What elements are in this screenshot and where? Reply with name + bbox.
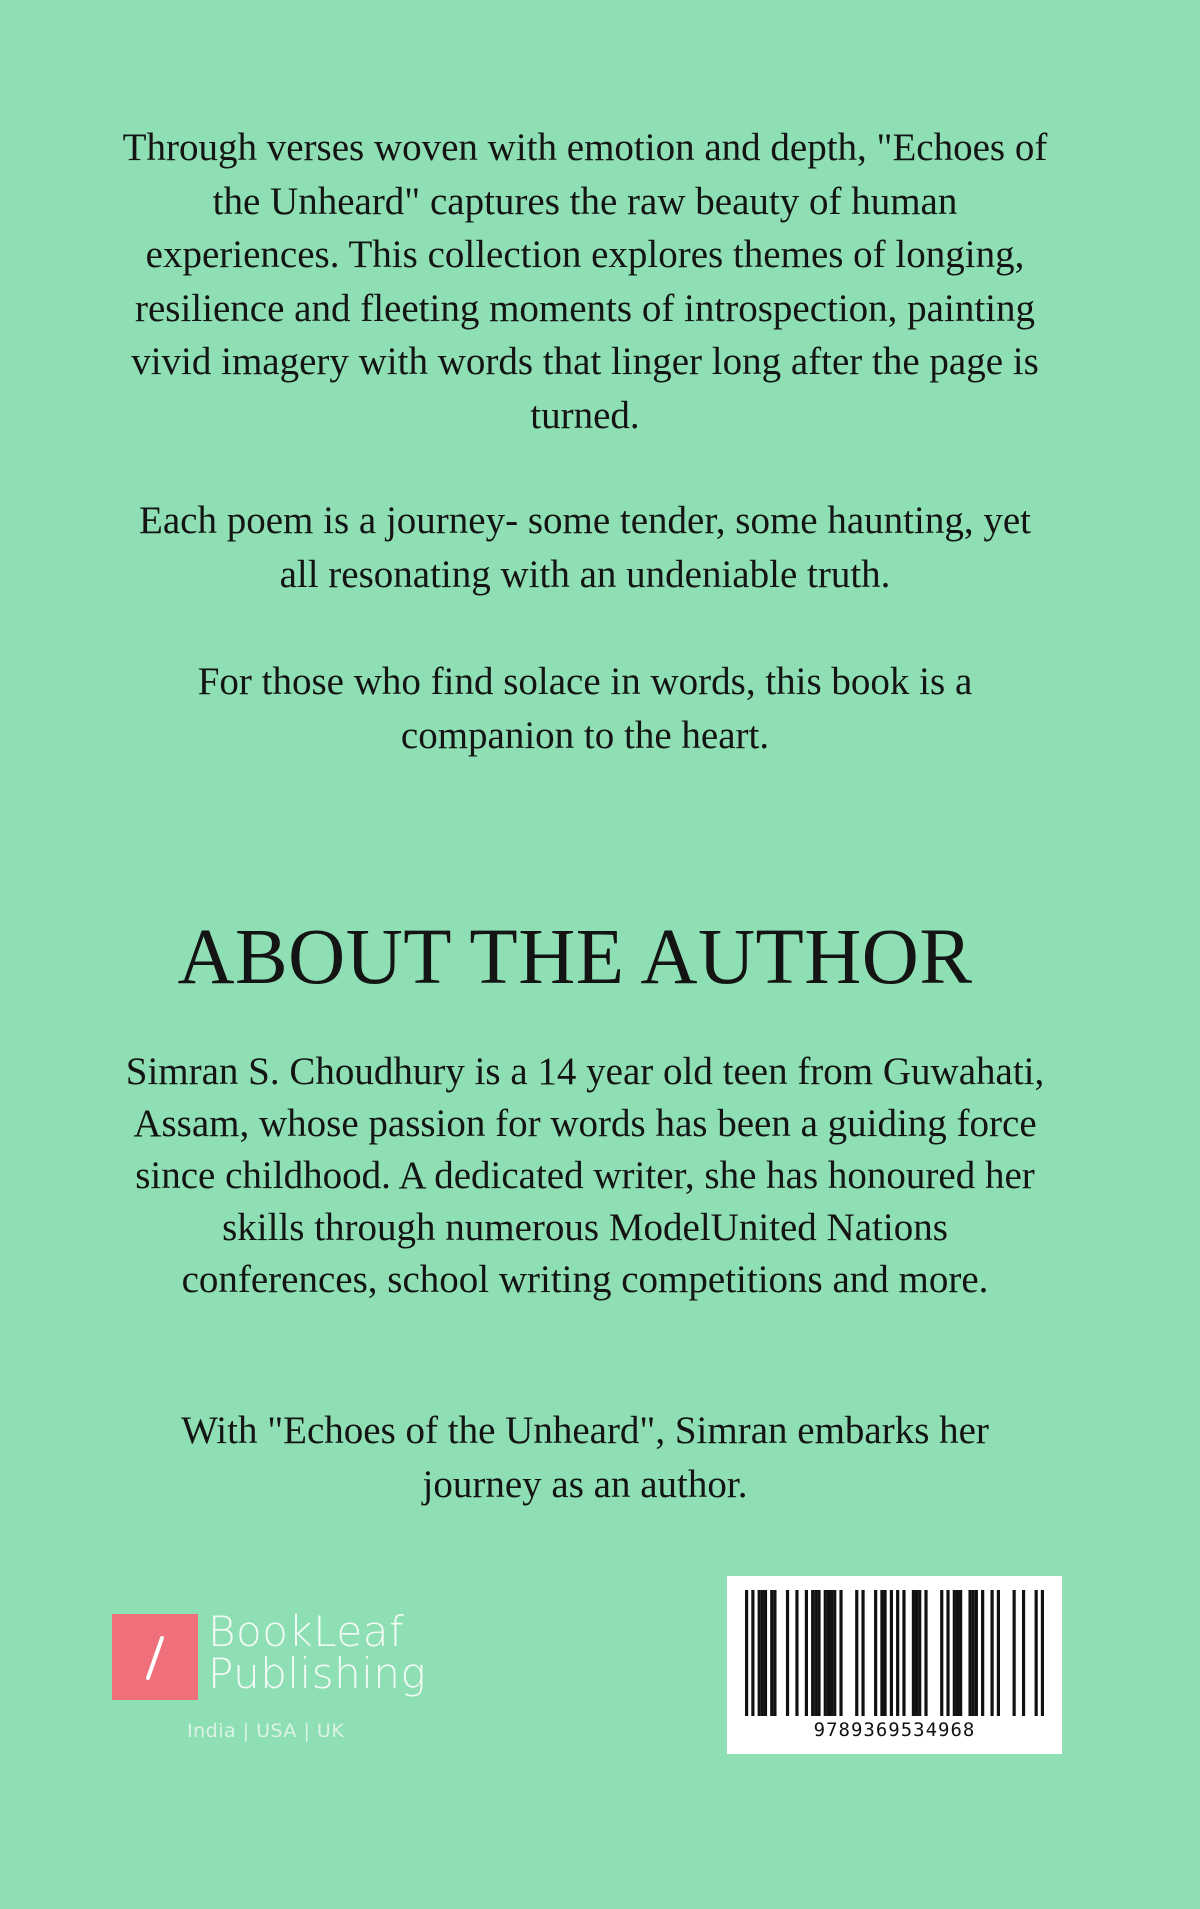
barcode-bar: [814, 1590, 817, 1716]
barcode-bar: [770, 1590, 773, 1716]
barcode-bar: [968, 1590, 971, 1716]
barcode-bar: [786, 1590, 789, 1716]
barcode-icon: [745, 1590, 1044, 1716]
isbn-barcode: [727, 1576, 1062, 1754]
barcode-bar: [751, 1590, 754, 1716]
barcode-bar: [972, 1590, 975, 1716]
barcode-bar: [975, 1590, 978, 1716]
publisher-logo: [112, 1607, 452, 1762]
barcode-bar: [839, 1590, 842, 1716]
barcode-bar: [817, 1590, 820, 1716]
barcode-bar: [1022, 1590, 1025, 1716]
barcode-bar: [764, 1590, 767, 1716]
author-bio-paragraph: Simran S. Choudhury is a 14 year old teen from Guwahati, Assam, whose passion for words has been a guiding force since childhood. A dedicated writer, she has honoured her skills through numerous ModelUnited Nations conferences, school writing competitions and more.: [125, 1050, 1045, 1301]
barcode-bar: [990, 1590, 993, 1716]
barcode-bar: [912, 1590, 915, 1716]
barcode-bar: [874, 1590, 877, 1716]
slash-icon: [112, 1614, 198, 1700]
barcode-bar: [940, 1590, 943, 1716]
publisher-name-line-1: BookLeaf: [208, 1607, 405, 1656]
barcode-bar: [918, 1590, 921, 1716]
barcode-bar: [773, 1590, 776, 1716]
barcode-bar: [946, 1590, 949, 1716]
barcode-bar: [761, 1590, 764, 1716]
barcode-bar: [915, 1590, 918, 1716]
barcode-bar: [956, 1590, 959, 1716]
publisher-name-line-2: Publishing: [208, 1649, 427, 1698]
blurb-paragraph: Each poem is a journey- some tender, some haunting, yet all resonating with an undeniable truth.: [139, 499, 1031, 596]
barcode-bar: [959, 1590, 962, 1716]
barcode-bar: [833, 1590, 836, 1716]
barcode-bar: [827, 1590, 830, 1716]
barcode-bar: [824, 1590, 827, 1716]
barcode-bar: [861, 1590, 864, 1716]
about-author-heading: ABOUT THE AUTHOR: [177, 914, 973, 1001]
isbn-number: 9789369534968: [813, 1719, 976, 1741]
barcode-bar: [830, 1590, 833, 1716]
barcode-bar: [855, 1590, 858, 1716]
barcode-bar: [883, 1590, 886, 1716]
barcode-bar: [1035, 1590, 1038, 1716]
author-bio-paragraph: With "Echoes of the Unheard", Simran embarks her journey as an author.: [181, 1409, 989, 1506]
barcode-bar: [811, 1590, 814, 1716]
barcode-bar: [997, 1590, 1000, 1716]
barcode-bar: [758, 1590, 761, 1716]
blurb-paragraph: Through verses woven with emotion and depth, "Echoes of the Unheard" captures the raw beauty of human experiences. This collection explores themes of longing, resilience and fleeting moments of introspection, painting vivid imagery with words that linger long after the page is turned.: [122, 126, 1048, 437]
barcode-bar: [880, 1590, 883, 1716]
barcode-bar: [896, 1590, 899, 1716]
barcode-bar: [745, 1590, 748, 1716]
barcode-bar: [890, 1590, 893, 1716]
publisher-regions: India | USA | UK: [187, 1720, 345, 1742]
barcode-bar: [981, 1590, 984, 1716]
barcode-bar: [953, 1590, 956, 1716]
barcode-bar: [805, 1590, 808, 1716]
barcode-bar: [1041, 1590, 1044, 1716]
barcode-bar: [902, 1590, 905, 1716]
blurb-paragraph: For those who find solace in words, this book is a companion to the heart.: [197, 660, 973, 757]
barcode-bar: [924, 1590, 927, 1716]
barcode-bar: [1013, 1590, 1016, 1716]
barcode-bar: [795, 1590, 798, 1716]
